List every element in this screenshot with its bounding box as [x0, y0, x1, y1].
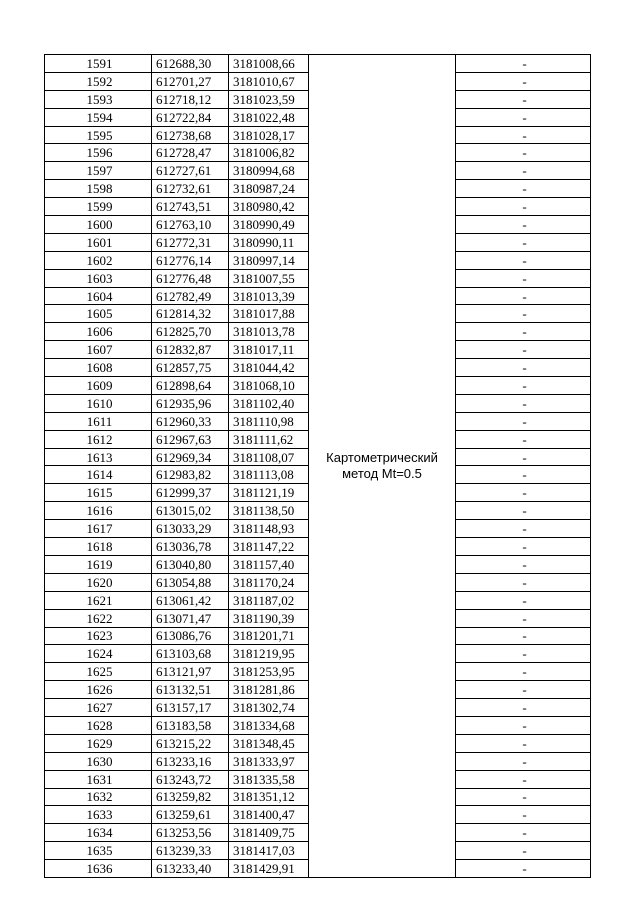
note-cell: - [456, 466, 591, 484]
y-coordinate-cell: 3180997,14 [229, 251, 309, 269]
y-coordinate-cell: 3181138,50 [229, 502, 309, 520]
note-cell: - [456, 609, 591, 627]
point-number-cell: 1594 [45, 108, 152, 126]
note-cell: - [456, 359, 591, 377]
note-cell: - [456, 573, 591, 591]
x-coordinate-cell: 612776,14 [152, 251, 229, 269]
x-coordinate-cell: 613033,29 [152, 520, 229, 538]
x-coordinate-cell: 612701,27 [152, 72, 229, 90]
y-coordinate-cell: 3181348,45 [229, 734, 309, 752]
x-coordinate-cell: 612960,33 [152, 412, 229, 430]
x-coordinate-cell: 613071,47 [152, 609, 229, 627]
point-number-cell: 1633 [45, 806, 152, 824]
x-coordinate-cell: 613061,42 [152, 591, 229, 609]
x-coordinate-cell: 613015,02 [152, 502, 229, 520]
y-coordinate-cell: 3181148,93 [229, 520, 309, 538]
x-coordinate-cell: 612688,30 [152, 55, 229, 73]
note-cell: - [456, 108, 591, 126]
x-coordinate-cell: 612772,31 [152, 233, 229, 251]
y-coordinate-cell: 3181253,95 [229, 663, 309, 681]
note-cell: - [456, 394, 591, 412]
y-coordinate-cell: 3181334,68 [229, 716, 309, 734]
note-cell: - [456, 681, 591, 699]
point-number-cell: 1599 [45, 198, 152, 216]
note-cell: - [456, 448, 591, 466]
y-coordinate-cell: 3181068,10 [229, 377, 309, 395]
point-number-cell: 1603 [45, 269, 152, 287]
note-cell: - [456, 716, 591, 734]
note-cell: - [456, 752, 591, 770]
point-number-cell: 1606 [45, 323, 152, 341]
point-number-cell: 1625 [45, 663, 152, 681]
x-coordinate-cell: 613157,17 [152, 699, 229, 717]
point-number-cell: 1608 [45, 359, 152, 377]
point-number-cell: 1630 [45, 752, 152, 770]
note-cell: - [456, 412, 591, 430]
note-cell: - [456, 287, 591, 305]
point-number-cell: 1601 [45, 233, 152, 251]
note-cell: - [456, 198, 591, 216]
point-number-cell: 1604 [45, 287, 152, 305]
point-number-cell: 1605 [45, 305, 152, 323]
x-coordinate-cell: 612738,68 [152, 126, 229, 144]
x-coordinate-cell: 612722,84 [152, 108, 229, 126]
x-coordinate-cell: 612898,64 [152, 377, 229, 395]
note-cell: - [456, 233, 591, 251]
x-coordinate-cell: 613103,68 [152, 645, 229, 663]
point-number-cell: 1597 [45, 162, 152, 180]
point-number-cell: 1598 [45, 180, 152, 198]
x-coordinate-cell: 613233,40 [152, 860, 229, 878]
coordinates-table [44, 54, 591, 878]
y-coordinate-cell: 3181201,71 [229, 627, 309, 645]
note-cell: - [456, 538, 591, 556]
x-coordinate-cell: 612727,61 [152, 162, 229, 180]
point-number-cell: 1631 [45, 770, 152, 788]
point-number-cell: 1607 [45, 341, 152, 359]
point-number-cell: 1626 [45, 681, 152, 699]
point-number-cell: 1627 [45, 699, 152, 717]
y-coordinate-cell: 3180994,68 [229, 162, 309, 180]
x-coordinate-cell: 613183,58 [152, 716, 229, 734]
y-coordinate-cell: 3180990,49 [229, 216, 309, 234]
x-coordinate-cell: 612999,37 [152, 484, 229, 502]
note-cell: - [456, 645, 591, 663]
point-number-cell: 1602 [45, 251, 152, 269]
y-coordinate-cell: 3180990,11 [229, 233, 309, 251]
point-number-cell: 1617 [45, 520, 152, 538]
y-coordinate-cell: 3181102,40 [229, 394, 309, 412]
y-coordinate-cell: 3181108,07 [229, 448, 309, 466]
point-number-cell: 1623 [45, 627, 152, 645]
point-number-cell: 1600 [45, 216, 152, 234]
point-number-cell: 1615 [45, 484, 152, 502]
point-number-cell: 1632 [45, 788, 152, 806]
note-cell: - [456, 591, 591, 609]
note-cell: - [456, 72, 591, 90]
point-number-cell: 1596 [45, 144, 152, 162]
note-cell: - [456, 144, 591, 162]
point-number-cell: 1614 [45, 466, 152, 484]
x-coordinate-cell: 612832,87 [152, 341, 229, 359]
note-cell: - [456, 126, 591, 144]
note-cell: - [456, 341, 591, 359]
point-number-cell: 1595 [45, 126, 152, 144]
y-coordinate-cell: 3181022,48 [229, 108, 309, 126]
y-coordinate-cell: 3181335,58 [229, 770, 309, 788]
note-cell: - [456, 788, 591, 806]
x-coordinate-cell: 612728,47 [152, 144, 229, 162]
y-coordinate-cell: 3181013,78 [229, 323, 309, 341]
y-coordinate-cell: 3181110,98 [229, 412, 309, 430]
y-coordinate-cell: 3181121,19 [229, 484, 309, 502]
note-cell: - [456, 627, 591, 645]
point-number-cell: 1629 [45, 734, 152, 752]
note-cell: - [456, 323, 591, 341]
x-coordinate-cell: 612935,96 [152, 394, 229, 412]
point-number-cell: 1619 [45, 555, 152, 573]
note-cell: - [456, 663, 591, 681]
y-coordinate-cell: 3181157,40 [229, 555, 309, 573]
note-cell: - [456, 305, 591, 323]
x-coordinate-cell: 613036,78 [152, 538, 229, 556]
note-cell: - [456, 806, 591, 824]
point-number-cell: 1620 [45, 573, 152, 591]
y-coordinate-cell: 3181429,91 [229, 860, 309, 878]
y-coordinate-cell: 3181111,62 [229, 430, 309, 448]
point-number-cell: 1634 [45, 824, 152, 842]
y-coordinate-cell: 3181010,67 [229, 72, 309, 90]
note-cell: - [456, 180, 591, 198]
point-number-cell: 1592 [45, 72, 152, 90]
y-coordinate-cell: 3181017,11 [229, 341, 309, 359]
y-coordinate-cell: 3181006,82 [229, 144, 309, 162]
y-coordinate-cell: 3181187,02 [229, 591, 309, 609]
x-coordinate-cell: 613215,22 [152, 734, 229, 752]
note-cell: - [456, 430, 591, 448]
x-coordinate-cell: 613259,82 [152, 788, 229, 806]
point-number-cell: 1591 [45, 55, 152, 73]
point-number-cell: 1613 [45, 448, 152, 466]
x-coordinate-cell: 612763,10 [152, 216, 229, 234]
note-cell: - [456, 377, 591, 395]
point-number-cell: 1621 [45, 591, 152, 609]
note-cell: - [456, 555, 591, 573]
note-cell: - [456, 770, 591, 788]
x-coordinate-cell: 613086,76 [152, 627, 229, 645]
x-coordinate-cell: 612969,34 [152, 448, 229, 466]
x-coordinate-cell: 612814,32 [152, 305, 229, 323]
y-coordinate-cell: 3181023,59 [229, 90, 309, 108]
point-number-cell: 1618 [45, 538, 152, 556]
x-coordinate-cell: 613253,56 [152, 824, 229, 842]
x-coordinate-cell: 612967,63 [152, 430, 229, 448]
point-number-cell: 1635 [45, 842, 152, 860]
y-coordinate-cell: 3181007,55 [229, 269, 309, 287]
table-row [45, 55, 591, 73]
x-coordinate-cell: 613132,51 [152, 681, 229, 699]
note-cell: - [456, 502, 591, 520]
y-coordinate-cell: 3181113,08 [229, 466, 309, 484]
method-cell: Картометрический метод Mt=0.5 [309, 55, 456, 878]
x-coordinate-cell: 612782,49 [152, 287, 229, 305]
y-coordinate-cell: 3181170,24 [229, 573, 309, 591]
x-coordinate-cell: 612857,75 [152, 359, 229, 377]
point-number-cell: 1628 [45, 716, 152, 734]
y-coordinate-cell: 3180987,24 [229, 180, 309, 198]
y-coordinate-cell: 3181409,75 [229, 824, 309, 842]
y-coordinate-cell: 3181417,03 [229, 842, 309, 860]
y-coordinate-cell: 3181008,66 [229, 55, 309, 73]
x-coordinate-cell: 613233,16 [152, 752, 229, 770]
x-coordinate-cell: 613121,97 [152, 663, 229, 681]
x-coordinate-cell: 613054,88 [152, 573, 229, 591]
y-coordinate-cell: 3181333,97 [229, 752, 309, 770]
note-cell: - [456, 90, 591, 108]
x-coordinate-cell: 612825,70 [152, 323, 229, 341]
y-coordinate-cell: 3180980,42 [229, 198, 309, 216]
point-number-cell: 1616 [45, 502, 152, 520]
x-coordinate-cell: 613040,80 [152, 555, 229, 573]
note-cell: - [456, 216, 591, 234]
y-coordinate-cell: 3181302,74 [229, 699, 309, 717]
y-coordinate-cell: 3181400,47 [229, 806, 309, 824]
note-cell: - [456, 269, 591, 287]
point-number-cell: 1636 [45, 860, 152, 878]
point-number-cell: 1612 [45, 430, 152, 448]
x-coordinate-cell: 613259,61 [152, 806, 229, 824]
note-cell: - [456, 520, 591, 538]
y-coordinate-cell: 3181044,42 [229, 359, 309, 377]
x-coordinate-cell: 613239,33 [152, 842, 229, 860]
x-coordinate-cell: 612732,61 [152, 180, 229, 198]
x-coordinate-cell: 612718,12 [152, 90, 229, 108]
point-number-cell: 1593 [45, 90, 152, 108]
point-number-cell: 1622 [45, 609, 152, 627]
x-coordinate-cell: 612983,82 [152, 466, 229, 484]
note-cell: - [456, 734, 591, 752]
point-number-cell: 1611 [45, 412, 152, 430]
y-coordinate-cell: 3181190,39 [229, 609, 309, 627]
point-number-cell: 1610 [45, 394, 152, 412]
note-cell: - [456, 162, 591, 180]
x-coordinate-cell: 612776,48 [152, 269, 229, 287]
note-cell: - [456, 55, 591, 73]
coordinates-table-body [45, 55, 591, 878]
y-coordinate-cell: 3181351,12 [229, 788, 309, 806]
note-cell: - [456, 860, 591, 878]
x-coordinate-cell: 612743,51 [152, 198, 229, 216]
y-coordinate-cell: 3181028,17 [229, 126, 309, 144]
y-coordinate-cell: 3181017,88 [229, 305, 309, 323]
note-cell: - [456, 251, 591, 269]
note-cell: - [456, 484, 591, 502]
note-cell: - [456, 824, 591, 842]
y-coordinate-cell: 3181219,95 [229, 645, 309, 663]
y-coordinate-cell: 3181013,39 [229, 287, 309, 305]
point-number-cell: 1609 [45, 377, 152, 395]
note-cell: - [456, 699, 591, 717]
x-coordinate-cell: 613243,72 [152, 770, 229, 788]
point-number-cell: 1624 [45, 645, 152, 663]
note-cell: - [456, 842, 591, 860]
y-coordinate-cell: 3181281,86 [229, 681, 309, 699]
y-coordinate-cell: 3181147,22 [229, 538, 309, 556]
